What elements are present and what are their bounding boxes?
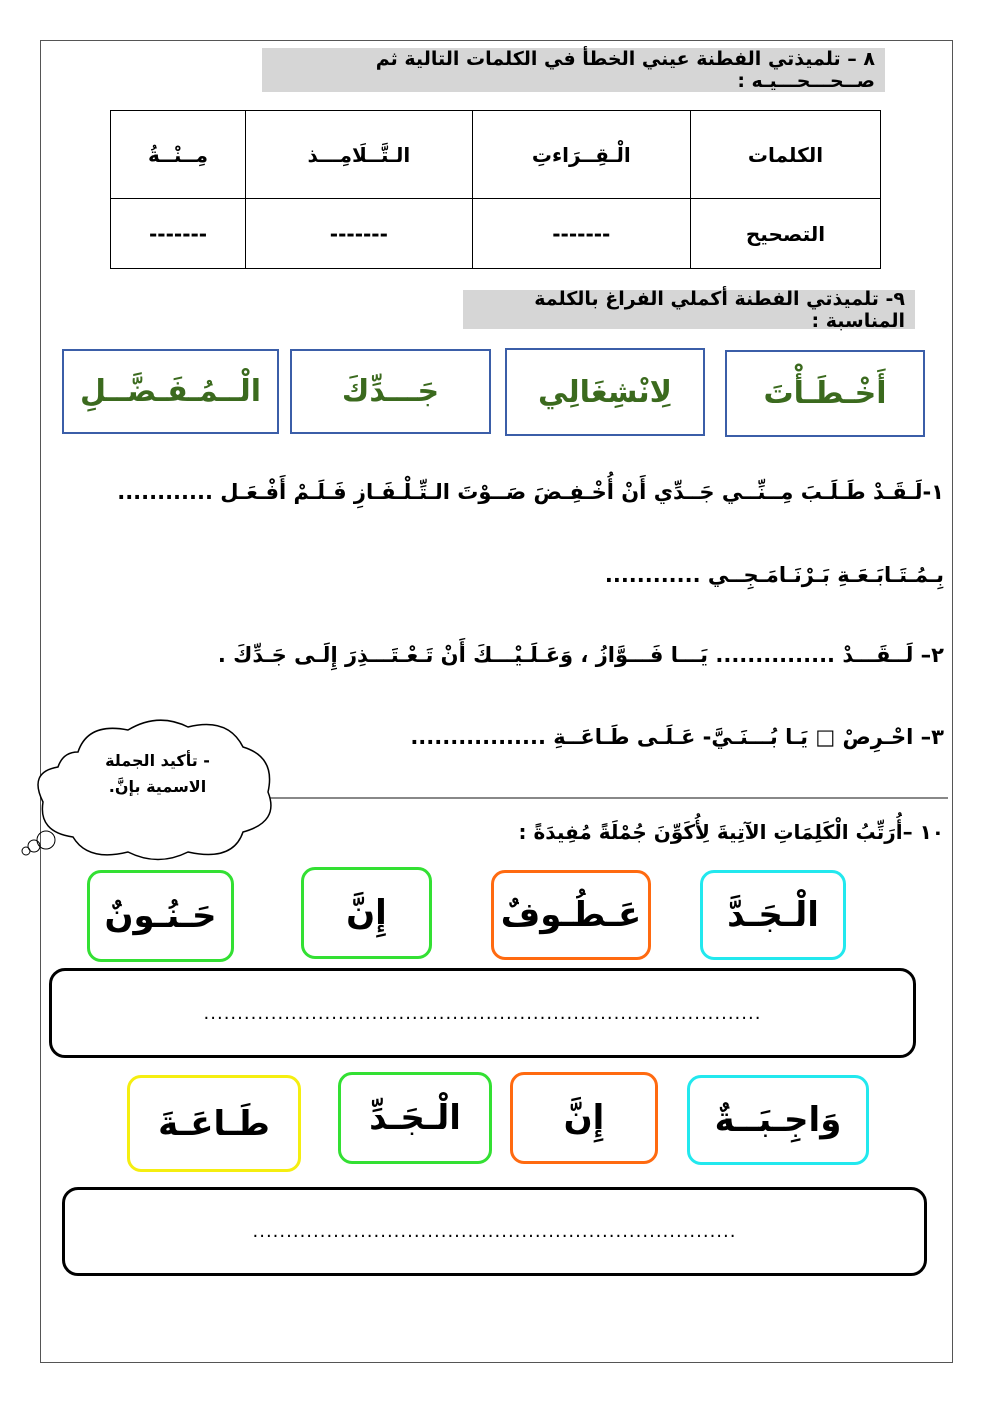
- sentence-2: ٢– لَــقَـــدْ ............... يَـــا فَـــوَّازُ ، وَعَـلَـيْـــكَ أَنْ تَـعْـتَـــذِرَ إِلَـى جَـدِّكَ .: [217, 643, 944, 667]
- word-choice: جَـــدِّكَ: [290, 349, 491, 434]
- word-card[interactable]: طَـاعَـةَ: [127, 1075, 301, 1172]
- word-card[interactable]: وَاجِـبَــةٌ: [687, 1075, 869, 1165]
- correction-table: [110, 110, 881, 269]
- word-card[interactable]: الْـجَـدِّ: [338, 1072, 492, 1164]
- word-choice: لِانْشِغَالِي: [505, 348, 705, 436]
- correction-blank[interactable]: -------: [472, 199, 690, 269]
- answer-box-2[interactable]: ........................................................................: [62, 1187, 927, 1276]
- sentence-1: ١-لَـقَـدْ طَـلَـبَ مِــنِّــي جَــدِّي أَنْ أُخْـفِـضَ صَــوْتَ الـتِّـلْـفَـازِ فَـلَـمْ أَفْـعَـل ............: [117, 480, 944, 504]
- row-label-words: الكلمات: [691, 111, 881, 199]
- word-card[interactable]: حَـنُـونٌ: [87, 870, 234, 962]
- word-card[interactable]: الْـجَـدَّ: [700, 870, 846, 960]
- hint-text: - تأكيد الجملة الاسمية بإنَّ.: [105, 751, 210, 796]
- sentence-1-cont: بِـمُـتَـابَـعَـةِ بَـرْنَـامَـجِــي ............: [604, 563, 944, 587]
- sentence-3: ٣– احْـرِصْ □ يَـا بُـــنَـيَّ- عَـلَـى طَـاعَــةِ .................: [410, 725, 944, 749]
- word-choice: أَخْـطَـأْتَ: [725, 350, 925, 437]
- q10-title: ١٠ –أُرَتِّبُ الْكَلِمَاتِ الآتِيةَ لِأُكَوِّنَ جُمْلَةً مُفِيدَةً :: [518, 820, 944, 844]
- word-card[interactable]: إِنَّ: [510, 1072, 658, 1164]
- correction-blank[interactable]: -------: [111, 199, 246, 269]
- row-label-correction: التصحيح: [691, 199, 881, 269]
- word-card[interactable]: إِنَّ: [301, 867, 432, 959]
- word-cell: الْـقِــرَاءتِ: [472, 111, 690, 199]
- q8-title: ٨ – تلميذتي الفطنة عيني الخطأ في الكلمات التالية ثم صــحـــحـــيـه :: [262, 48, 885, 92]
- word-choice: الْــمُـفَـضَّــلِ: [62, 349, 279, 434]
- answer-box-1[interactable]: ...................................................................................: [49, 968, 916, 1058]
- correction-blank[interactable]: -------: [246, 199, 473, 269]
- word-cell: الـتَّــلَامِـــذ: [246, 111, 473, 199]
- word-card[interactable]: عَـطُـوفٌ: [491, 870, 651, 960]
- q9-title: ٩- تلميذتي الفطنة أكملي الفراغ بالكلمة المناسبة :: [463, 290, 915, 329]
- divider: [270, 797, 948, 799]
- word-cell: مِــنْــةُ: [111, 111, 246, 199]
